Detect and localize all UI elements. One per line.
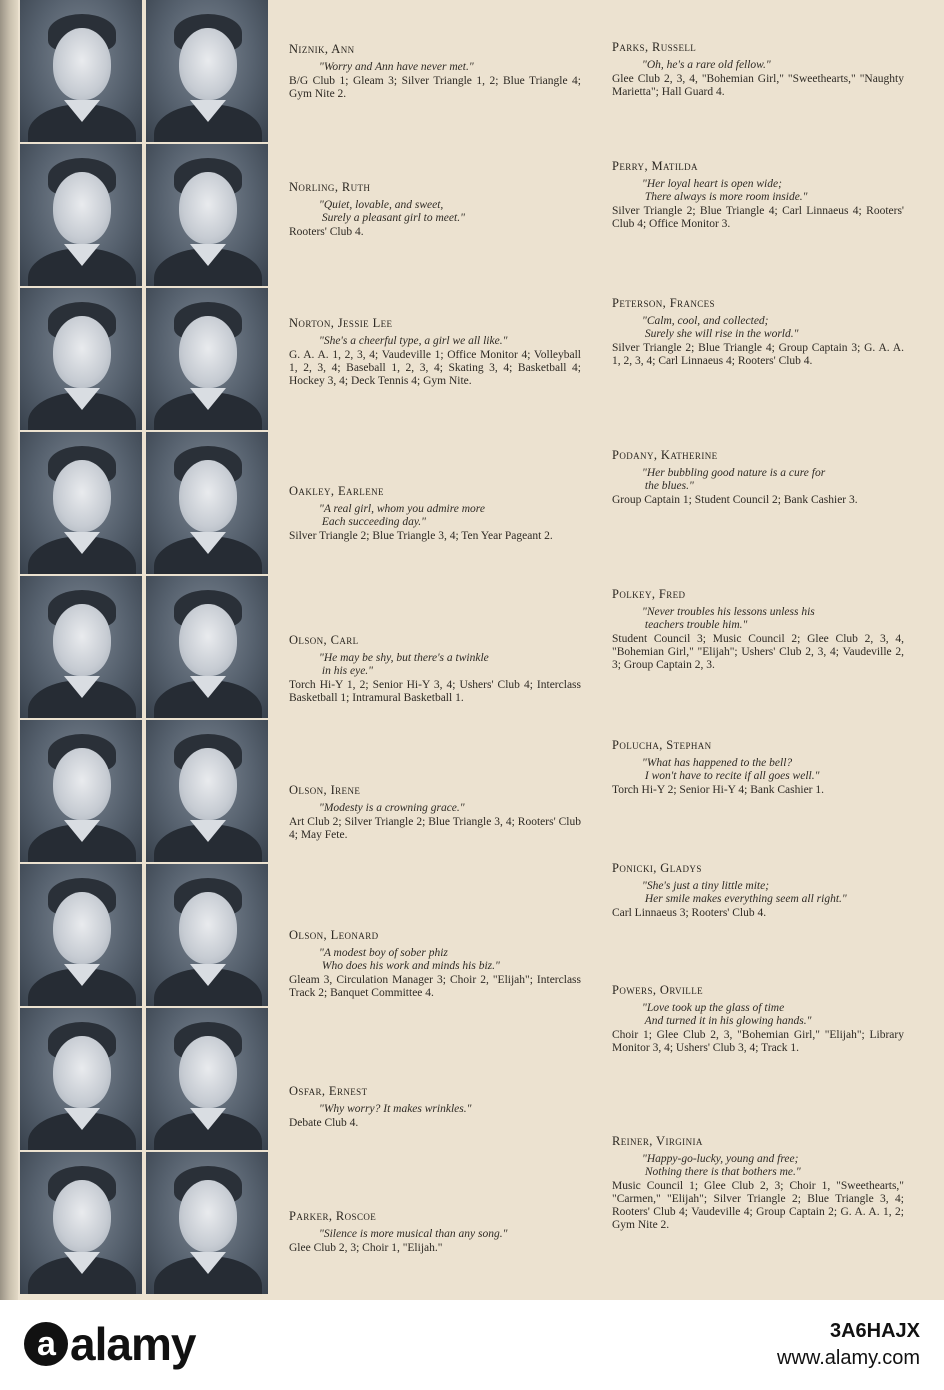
portrait-face	[53, 604, 111, 676]
student-name: Podany, Katherine	[612, 448, 718, 462]
student-activities: Torch Hi-Y 2; Senior Hi-Y 4; Bank Cashier 1.	[612, 784, 825, 796]
student-quote: "Happy-go-lucky, young and free; Nothing there is that bothers me."	[642, 1153, 801, 1178]
student-entry	[289, 484, 589, 543]
student-quote: "Calm, cool, and collected; Surely she will rise in the world."	[642, 315, 799, 340]
student-entry	[612, 159, 912, 231]
student-quote: "Her bubbling good nature is a cure for the blues."	[642, 467, 826, 492]
student-quote: "She's a cheerful type, a girl we all like."	[319, 335, 508, 347]
student-portrait	[146, 864, 268, 1006]
student-name: Perry, Matilda	[612, 159, 698, 173]
student-name: Norling, Ruth	[289, 180, 371, 194]
portrait-face	[179, 1180, 237, 1252]
student-entry	[289, 316, 589, 388]
alamy-logo	[24, 1317, 195, 1371]
portrait-face	[53, 460, 111, 532]
student-activities: Choir 1; Glee Club 2, 3, "Bohemian Girl," "Elijah"; Library Monitor 3, 4; Ushers' Club 3, 4; Track 1.	[612, 1029, 904, 1054]
portrait-face	[179, 604, 237, 676]
student-quote: "She's just a tiny little mite; Her smile makes everything seem all right."	[642, 880, 847, 905]
student-name: Polkey, Fred	[612, 587, 686, 601]
student-quote: "Worry and Ann have never met."	[319, 61, 474, 73]
page-binding	[0, 0, 18, 1300]
student-quote: "Never troubles his lessons unless his teachers trouble him."	[642, 606, 815, 631]
student-entry	[289, 633, 589, 705]
student-activities: Silver Triangle 2; Blue Triangle 3, 4; Ten Year Pageant 2.	[289, 530, 553, 542]
student-name: Powers, Orville	[612, 983, 704, 997]
portrait-face	[53, 28, 111, 100]
student-entry	[289, 783, 589, 842]
portrait-face	[53, 748, 111, 820]
student-quote: "Silence is more musical than any song."	[319, 1228, 508, 1240]
student-quote: "Quiet, lovable, and sweet, Surely a pleasant girl to meet."	[319, 199, 465, 224]
student-name: Reiner, Virginia	[612, 1134, 703, 1148]
left-entries-column	[289, 0, 589, 1300]
student-activities: Student Council 3; Music Council 2; Glee Club 2, 3, 4, "Bohemian Girl," "Elijah"; Ushers' Club 2, 3, 4; Vaudeville 2, 3; Group Captain 2, 3.	[612, 633, 904, 671]
student-name: Parker, Roscoe	[289, 1209, 377, 1223]
student-activities: Debate Club 4.	[289, 1117, 359, 1129]
student-entry	[612, 983, 912, 1055]
portrait-face	[179, 28, 237, 100]
student-entry	[612, 296, 912, 368]
portrait-face	[53, 892, 111, 964]
portrait-face	[179, 316, 237, 388]
student-quote: "He may be shy, but there's a twinkle in his eye."	[319, 652, 489, 677]
student-portrait	[146, 0, 268, 142]
student-portrait	[146, 576, 268, 718]
student-activities: Torch Hi-Y 1, 2; Senior Hi-Y 3, 4; Ushers' Club 4; Interclass Basketball 1; Intramural Basketball 1.	[289, 679, 581, 704]
portrait-face	[179, 172, 237, 244]
student-quote: "Her loyal heart is open wide; There always is more room inside."	[642, 178, 808, 203]
student-activities: Carl Linnaeus 3; Rooters' Club 4.	[612, 907, 767, 919]
student-portrait	[20, 144, 142, 286]
student-name: Olson, Irene	[289, 783, 361, 797]
student-quote: "A modest boy of sober phiz Who does his work and minds his biz."	[319, 947, 500, 972]
student-entry	[289, 1209, 589, 1255]
student-quote: "A real girl, whom you admire more Each succeeding day."	[319, 503, 485, 528]
student-activities: Glee Club 2, 3; Choir 1, "Elijah."	[289, 1242, 443, 1254]
student-entry	[612, 738, 912, 797]
student-portrait	[20, 1008, 142, 1150]
student-name: Osfar, Ernest	[289, 1084, 368, 1098]
student-entry	[289, 928, 589, 1000]
student-portrait	[20, 864, 142, 1006]
student-portrait	[146, 144, 268, 286]
logo-text: alamy	[70, 1318, 196, 1370]
site-url[interactable]: www.alamy.com	[777, 1347, 920, 1369]
student-portrait	[146, 432, 268, 574]
student-activities: Music Council 1; Glee Club 2, 3; Choir 1, "Sweethearts," "Carmen," "Elijah"; Silver Triangle 2; Blue Triangle 3, 4; Rooters' Club 4; Vaudeville 4; Group Captain 2; G. A. A. 1, 2; Gym Nite 2.	[612, 1180, 904, 1231]
student-activities: B/G Club 1; Gleam 3; Silver Triangle 1, 2; Blue Triangle 4; Gym Nite 2.	[289, 75, 581, 100]
student-portrait	[146, 720, 268, 862]
student-name: Oakley, Earlene	[289, 484, 384, 498]
student-activities: Silver Triangle 2; Blue Triangle 4; Carl Linnaeus 4; Rooters' Club 4; Office Monitor 3.	[612, 205, 904, 230]
student-entry	[289, 1084, 589, 1130]
student-portrait	[146, 1008, 268, 1150]
student-portrait	[20, 720, 142, 862]
portrait-grid	[20, 0, 268, 1300]
student-entry	[612, 587, 912, 672]
student-portrait	[20, 1152, 142, 1294]
student-quote: "What has happened to the bell? I won't have to recite if all goes well."	[642, 757, 820, 782]
student-portrait	[20, 288, 142, 430]
student-portrait	[146, 288, 268, 430]
student-quote: "Oh, he's a rare old fellow."	[642, 59, 771, 71]
portrait-face	[53, 316, 111, 388]
student-entry	[289, 180, 589, 239]
student-portrait	[146, 1152, 268, 1294]
student-quote: "Love took up the glass of time And turned it in his glowing hands."	[642, 1002, 812, 1027]
portrait-face	[53, 1036, 111, 1108]
student-name: Olson, Leonard	[289, 928, 379, 942]
student-name: Niznik, Ann	[289, 42, 355, 56]
portrait-face	[179, 1036, 237, 1108]
student-entry	[612, 40, 912, 99]
student-name: Ponicki, Gladys	[612, 861, 702, 875]
student-name: Norton, Jessie Lee	[289, 316, 393, 330]
portrait-face	[179, 748, 237, 820]
student-activities: Rooters' Club 4.	[289, 226, 364, 238]
student-entry	[289, 42, 589, 101]
student-activities: Art Club 2; Silver Triangle 2; Blue Triangle 3, 4; Rooters' Club 4; May Fete.	[289, 816, 581, 841]
student-entry	[612, 861, 912, 920]
student-quote: "Modesty is a crowning grace."	[319, 802, 465, 814]
student-entry	[612, 448, 912, 507]
student-portrait	[20, 576, 142, 718]
student-activities: Gleam 3, Circulation Manager 3; Choir 2, "Elijah"; Interclass Track 2; Banquet Committee 4.	[289, 974, 581, 999]
portrait-face	[53, 1180, 111, 1252]
student-activities: Glee Club 2, 3, 4, "Bohemian Girl," "Sweethearts," "Naughty Marietta"; Hall Guard 4.	[612, 73, 904, 98]
student-name: Peterson, Frances	[612, 296, 715, 310]
student-entry	[612, 1134, 912, 1232]
student-name: Olson, Carl	[289, 633, 359, 647]
portrait-face	[179, 460, 237, 532]
student-activities: Group Captain 1; Student Council 2; Bank Cashier 3.	[612, 494, 858, 506]
footer-meta	[777, 1320, 920, 1370]
portrait-face	[179, 892, 237, 964]
student-portrait	[20, 432, 142, 574]
image-id: 3A6HAJX	[829, 1320, 920, 1342]
right-entries-column	[612, 0, 912, 1300]
student-portrait	[20, 0, 142, 142]
student-name: Parks, Russell	[612, 40, 697, 54]
portrait-face	[53, 172, 111, 244]
logo-mark-icon: a	[24, 1322, 68, 1366]
student-quote: "Why worry? It makes wrinkles."	[319, 1103, 472, 1115]
student-name: Polucha, Stephan	[612, 738, 712, 752]
student-activities: G. A. A. 1, 2, 3, 4; Vaudeville 1; Office Monitor 4; Volleyball 1, 2, 3, 4; Baseball 1, 2, 3, 4; Skating 3, 4; Basketball 4; Hockey 3, 4; Deck Tennis 4; Gym Nite.	[289, 349, 581, 387]
student-activities: Silver Triangle 2; Blue Triangle 4; Group Captain 3; G. A. A. 1, 2, 3, 4; Carl Linnaeus 4; Rooters' Club 4.	[612, 342, 904, 367]
stock-footer	[0, 1300, 944, 1390]
